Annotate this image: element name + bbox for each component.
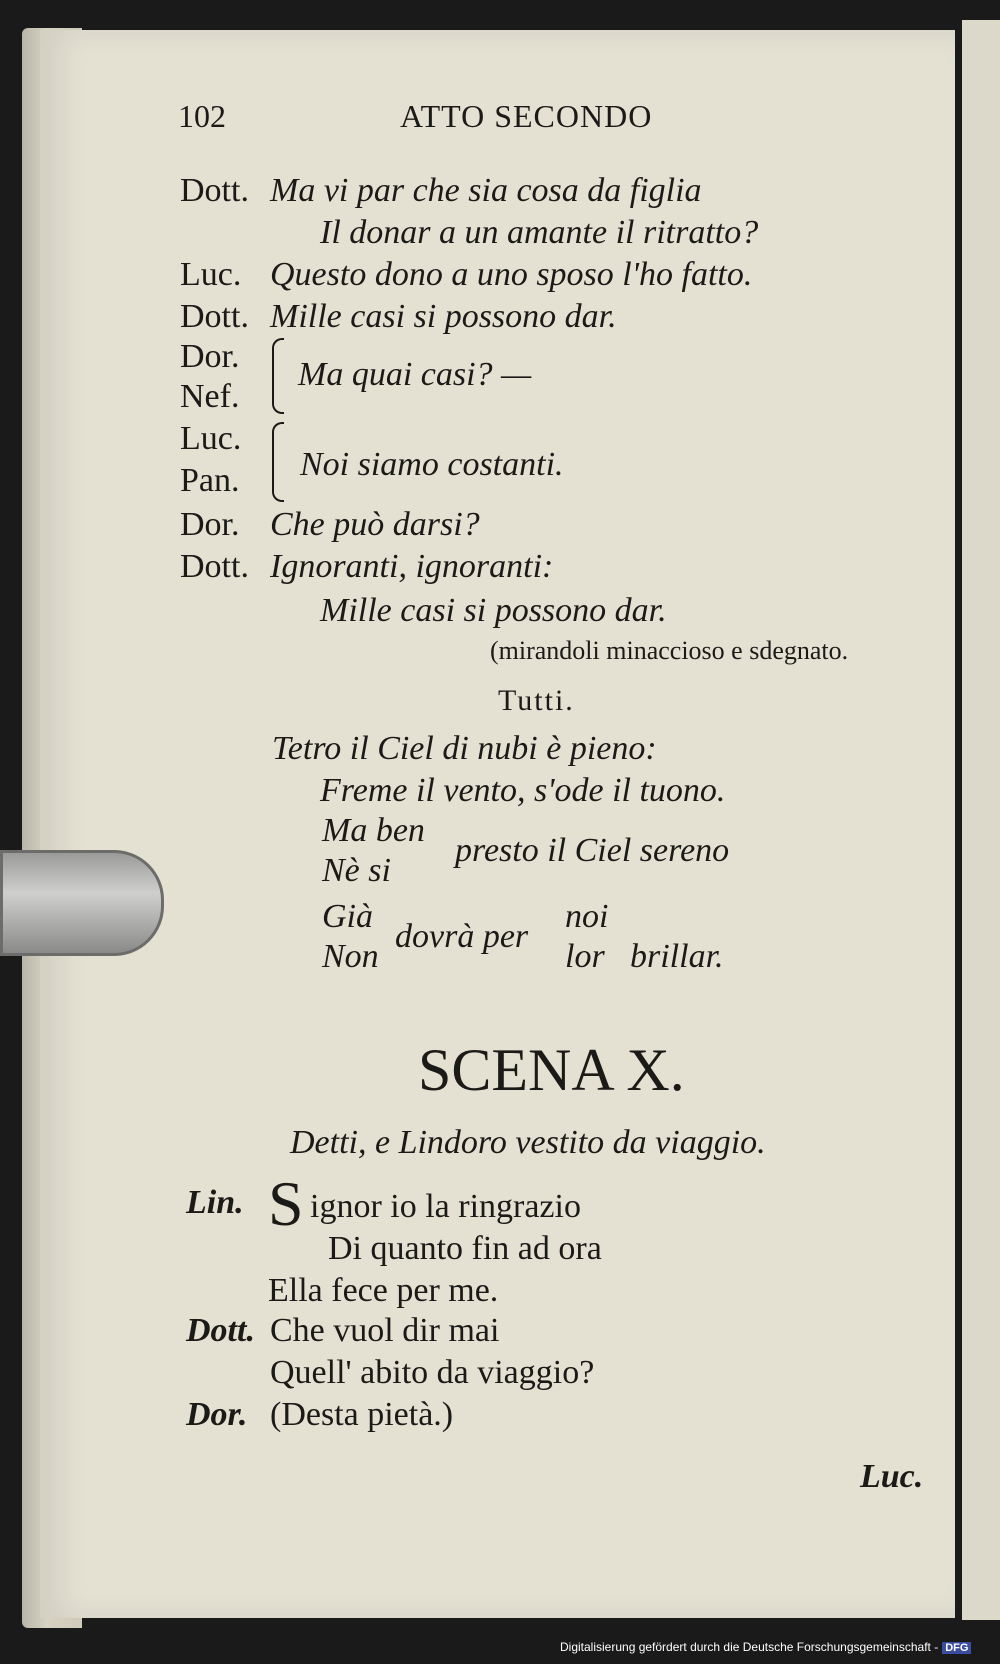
page-clip [0, 850, 164, 956]
verse-variant: Nè si [322, 852, 391, 889]
verse-line: Ignoranti, ignoranti: [270, 548, 554, 585]
verse-variant: Già [322, 898, 373, 935]
facing-page [962, 20, 1000, 1620]
speaker-label: Dott. [180, 298, 249, 335]
verse-line: Ma vi par che sia cosa da figlia [270, 172, 702, 209]
speaker-label: Dor. [180, 338, 240, 375]
verse-variant: Non [322, 938, 379, 975]
speaker-label: Dott. [180, 172, 249, 209]
verse-line: Mille casi si possono dar. [270, 298, 617, 335]
verse-line: brillar. [630, 938, 724, 975]
page-number: 102 [178, 98, 226, 134]
verse-line: Mille casi si possono dar. [320, 592, 667, 629]
footer-credit [560, 1640, 971, 1654]
drop-cap: S [268, 1168, 304, 1239]
speaker-bracket [272, 338, 284, 414]
verse-line: Ma quai casi? — [298, 356, 532, 393]
speaker-label: Dott. [186, 1312, 255, 1349]
verse-line: Che può darsi? [270, 506, 480, 543]
speaker-label: Dott. [180, 548, 249, 585]
dfg-logo: DFG [942, 1642, 971, 1654]
verse-line: ignor io la ringrazio [310, 1188, 581, 1225]
stage-direction: (mirandoli minaccioso e sdegnato. [490, 636, 849, 665]
verse-line: Questo dono a uno sposo l'ho fatto. [270, 256, 753, 293]
verse-line: Di quanto fin ad ora [328, 1230, 602, 1267]
speaker-label: Dor. [180, 506, 240, 543]
catchword: Luc. [860, 1458, 924, 1495]
verse-line: Freme il vento, s'ode il tuono. [320, 772, 726, 809]
speaker-label: Lin. [186, 1184, 244, 1221]
verse-line: Quell' abito da viaggio? [270, 1354, 595, 1391]
speaker-bracket [272, 422, 284, 502]
verse-line: Il donar a un amante il ritratto? [320, 214, 759, 251]
verse-line: Noi siamo costanti. [300, 446, 564, 483]
verse-line: (Desta pietà.) [270, 1396, 454, 1433]
chorus-speaker: Tutti. [498, 684, 575, 717]
speaker-label: Nef. [180, 378, 240, 415]
verse-variant: Ma ben [322, 812, 425, 849]
scene-title: SCENA X. [418, 1037, 685, 1103]
verse-variant: lor [565, 938, 605, 975]
speaker-label: Luc. [180, 256, 242, 293]
verse-line: Tetro il Ciel di nubi è pieno: [272, 730, 657, 767]
verse-line: Che vuol dir mai [270, 1312, 500, 1349]
verse-line: dovrà per [395, 918, 529, 955]
footer-text: Digitalisierung gefördert durch die Deutsche Forschungsgemeinschaft - [560, 1640, 939, 1654]
speaker-label: Pan. [180, 462, 240, 499]
speaker-label: Dor. [186, 1396, 248, 1433]
speaker-label: Luc. [180, 420, 242, 457]
scene-subtitle: Detti, e Lindoro vestito da viaggio. [290, 1124, 766, 1161]
running-title: ATTO SECONDO [400, 98, 653, 134]
verse-line: Ella fece per me. [268, 1272, 499, 1309]
verse-variant: noi [565, 898, 609, 935]
verse-line: presto il Ciel sereno [455, 832, 730, 869]
